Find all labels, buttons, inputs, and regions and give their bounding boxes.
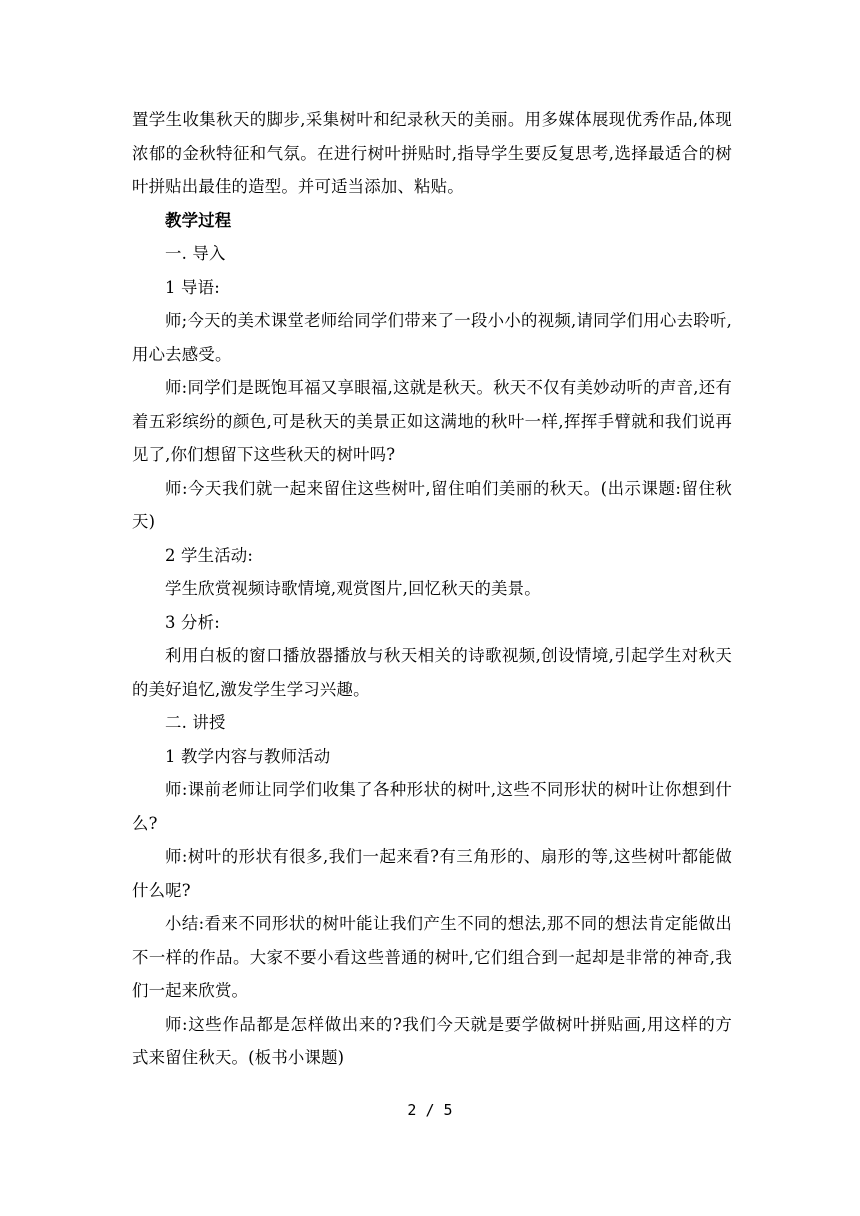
item-heading-teaching-content: 1 教学内容与教师活动 xyxy=(165,746,331,766)
subsection-heading-introduction: 一. 导入 xyxy=(165,244,226,263)
paragraph: 师;今天的美术课堂老师给同学们带来了一段小小的视频,请同学们用心去聆听,用心去感受。 xyxy=(132,311,732,364)
item-heading-analysis: 3 分析: xyxy=(165,612,220,632)
item-heading-student-activity: 2 学生活动: xyxy=(165,545,254,565)
paragraph: 师:课前老师让同学们收集了各种形状的树叶,这些不同形状的树叶让你想到什么? xyxy=(132,780,732,833)
page-number: 2 / 5 xyxy=(407,1101,453,1119)
paragraph: 小结:看来不同形状的树叶能让我们产生不同的想法,那不同的想法肯定能做出不一样的作品。大家不要小看这些普通的树叶,它们组合到一起却是非常的神奇,我们一起来欣赏。 xyxy=(132,914,732,1000)
subsection-heading-teaching: 二. 讲授 xyxy=(165,713,226,732)
paragraph: 学生欣赏视频诗歌情境,观赏图片,回忆秋天的美景。 xyxy=(165,579,541,598)
document-body xyxy=(132,103,732,1075)
paragraph: 师:今天我们就一起来留住这些树叶,留住咱们美丽的秋天。(出示课题:留住秋天) xyxy=(132,478,732,531)
paragraph: 置学生收集秋天的脚步,采集树叶和纪录秋天的美丽。用多媒体展现优秀作品,体现浓郁的金秋特征和气氛。在进行树叶拼贴时,指导学生要反复思考,选择最适合的树叶拼贴出最佳的造型。并可适当添加、粘贴。 xyxy=(132,110,732,196)
section-heading-teaching-process: 教学过程 xyxy=(165,210,232,230)
item-heading-guide-words: 1 导语: xyxy=(165,277,220,297)
paragraph: 师:树叶的形状有很多,我们一起来看?有三角形的、扇形的等,这些树叶都能做什么呢? xyxy=(132,847,732,900)
paragraph: 师:这些作品都是怎样做出来的?我们今天就是要学做树叶拼贴画,用这样的方式来留住秋天。(板书小课题) xyxy=(132,1014,732,1067)
paragraph: 师:同学们是既饱耳福又享眼福,这就是秋天。秋天不仅有美妙动听的声音,还有着五彩缤纷的颜色,可是秋天的美景正如这满地的秋叶一样,挥挥手臂就和我们说再见了,你们想留下这些秋天的树叶吗? xyxy=(132,378,732,464)
paragraph: 利用白板的窗口播放器播放与秋天相关的诗歌视频,创设情境,引起学生对秋天的美好追忆,激发学生学习兴趣。 xyxy=(132,646,732,699)
